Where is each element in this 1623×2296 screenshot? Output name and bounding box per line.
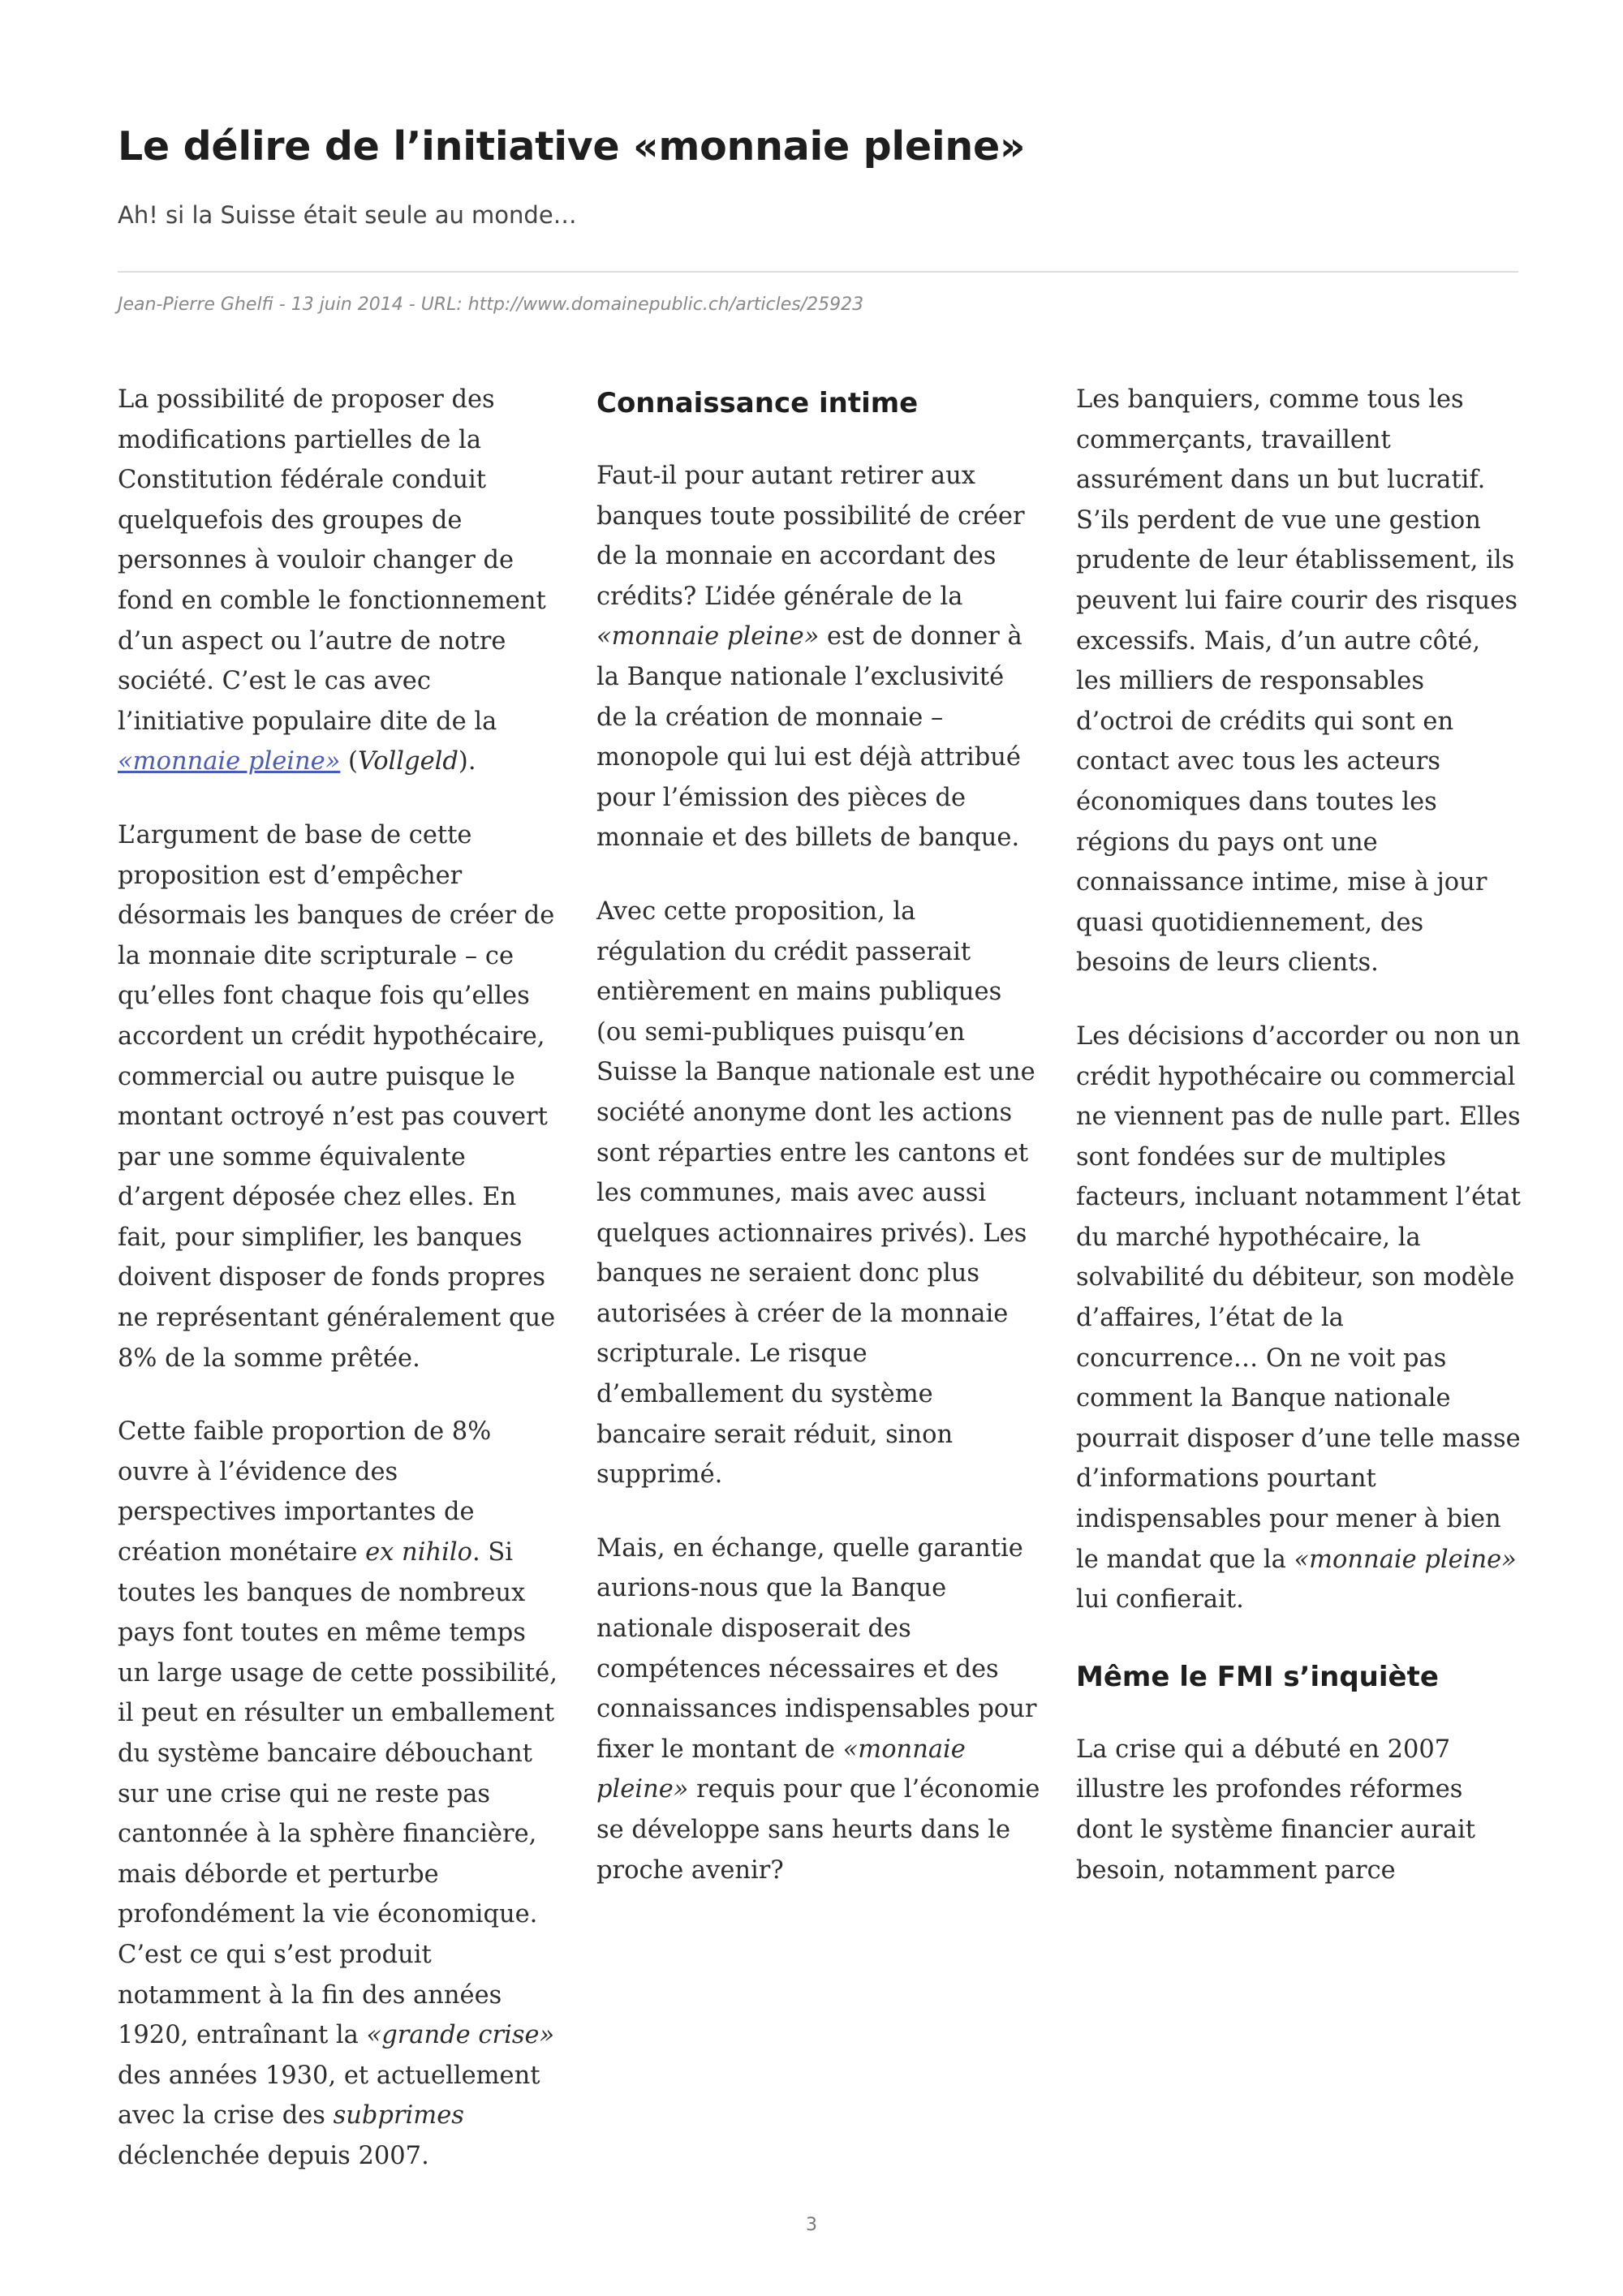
grande-crise-term: «grande crise» <box>366 2021 555 2050</box>
paragraph-question-b: est de donner à la Banque nationale l’exclusivité de la création de monnaie – monopole qui lui est déjà attribué pour l’émission des pièces de monnaie et des billets de banque. <box>596 622 1022 853</box>
monnaie-pleine-term: «monnaie pleine» <box>596 1735 966 1804</box>
article-title: Le délire de l’initiative «monnaie pleine» <box>118 123 1026 170</box>
vollgeld-term: Vollgeld <box>357 747 458 776</box>
paragraph-question-a: Faut-il pour autant retirer aux banques toute possibilité de créer de la monnaie en accordant des crédits? L’idée générale de la <box>596 462 1025 611</box>
subprimes-term: subprimes <box>333 2101 464 2130</box>
text-column-3 <box>1076 380 1521 1924</box>
monnaie-pleine-term: «monnaie pleine» <box>596 622 820 651</box>
paragraph-garantie-b: requis pour que l’économie se développe sans heurts dans le proche avenir? <box>596 1775 1040 1885</box>
paragraph-banquiers: Les banquiers, comme tous les commerçants, travaillent assurément dans un but lucratif. S’ils perdent de vue une gestion prudente de leur établissement, ils peuvent lui faire courir des risques excessifs. Mais, d’un autre côté, les milliers de responsables d’octroi de crédits qui sont en contact avec tous les acteurs économiques dans toutes les régions du pays ont une connaissance intime, mise à jour quasi quotidiennement, des besoins de leurs clients. <box>1076 385 1518 978</box>
article-meta: Jean-Pierre Ghelfi - 13 juin 2014 - URL: http://www.domainepublic.ch/articles/25923 <box>118 295 864 315</box>
text-column-1 <box>118 380 562 2210</box>
paragraph-intro-close: ). <box>458 747 476 776</box>
paragraph-decisions-a: Les décisions d’accorder ou non un crédit hypothécaire ou commercial ne viennent pas de nulle part. Elles sont fondées sur de multiples facteurs, incluant notamment l’état du marché hypothécaire, la solvabilité du débiteur, son modèle d’affaires, l’état de la concurrence… On ne voit pas comment la Banque nationale pourrait disposer d’une telle masse d’informations pourtant indispensables pour mener à bien le mandat que la <box>1076 1021 1521 1574</box>
paragraph-garantie-a: Mais, en échange, quelle garantie aurions-nous que la Banque nationale disposerait des compétences nécessaires et des connaissances indispensables pour fixer le montant de <box>596 1533 1037 1764</box>
ex-nihilo-term: ex nihilo <box>365 1538 472 1567</box>
paragraph-crise: La crise qui a débuté en 2007 illustre les profondes réformes dont le système financier aurait besoin, notamment parce <box>1076 1735 1476 1885</box>
paragraph-proportion-c: des années 1930, et actuellement avec la crise des <box>118 2061 540 2130</box>
paragraph-proportion-d: déclenchée depuis 2007. <box>118 2141 429 2170</box>
paragraph-regulation: Avec cette proposition, la régulation du crédit passerait entièrement en mains publiques (ou semi-publiques puisqu’en Suisse la Banque nationale est une société anonyme dont les actions sont réparties entre les cantons et les communes, mais avec aussi quelques actionnaires privés). Les banques ne seraient donc plus autorisées à créer de la monnaie scripturale. Le risque d’emballement du système bancaire serait réduit, sinon supprimé. <box>596 896 1035 1490</box>
paragraph-decisions-b: lui confierait. <box>1076 1585 1244 1615</box>
paragraph-garantie <box>596 1529 1041 1890</box>
paragraph-proportion-a: Cette faible proportion de 8% ouvre à l’évidence des perspectives importantes de création monétaire <box>118 1417 492 1567</box>
paragraph-decisions <box>1076 1017 1521 1620</box>
section-heading-connaissance: Connaissance intime <box>596 387 919 419</box>
header-divider <box>118 271 1518 273</box>
paragraph-argument: L’argument de base de cette proposition est d’empêcher désormais les banques de créer de la monnaie dite scripturale – ce qu’elles font chaque fois qu’elles accordent un crédit hypothécaire, commercial ou autre puisque le montant octroyé n’est pas couvert par une somme équivalente d’argent déposée chez elles. En fait, pour simplifier, les banques doivent disposer de fonds propres ne représentant généralement que 8% de la somme prêtée. <box>118 820 556 1373</box>
paragraph-proportion <box>118 1412 562 2176</box>
paragraph-intro-open: ( <box>340 747 358 776</box>
paragraph-question <box>596 456 1041 858</box>
paragraph-intro <box>118 380 562 782</box>
paragraph-proportion-b: . Si toutes les banques de nombreux pays font toutes en même temps un large usage de cette possibilité, il peut en résulter un emballement du système bancaire débouchant sur une crise qui ne reste pas cantonnée à la sphère financière, mais déborde et perturbe profondément la vie économique. C’est ce qui s’est produit notamment à la fin des années 1920, entraînant la <box>118 1538 558 2050</box>
monnaie-pleine-link[interactable]: «monnaie pleine» <box>118 747 341 776</box>
text-column-2 <box>596 380 1041 1924</box>
monnaie-pleine-term: «monnaie pleine» <box>1294 1545 1517 1574</box>
paragraph-intro-text: La possibilité de proposer des modifications partielles de la Constitution fédérale conduit quelquefois des groupes de personnes à vouloir changer de fond en comble le fonctionnement d’un aspect ou l’autre de notre société. C’est le cas avec l’initiative populaire dite de la <box>118 385 546 736</box>
page-number: 3 <box>806 2215 817 2235</box>
section-heading-fmi: Même le FMI s’inquiète <box>1076 1660 1439 1693</box>
article-subtitle: Ah! si la Suisse était seule au monde… <box>118 201 577 229</box>
